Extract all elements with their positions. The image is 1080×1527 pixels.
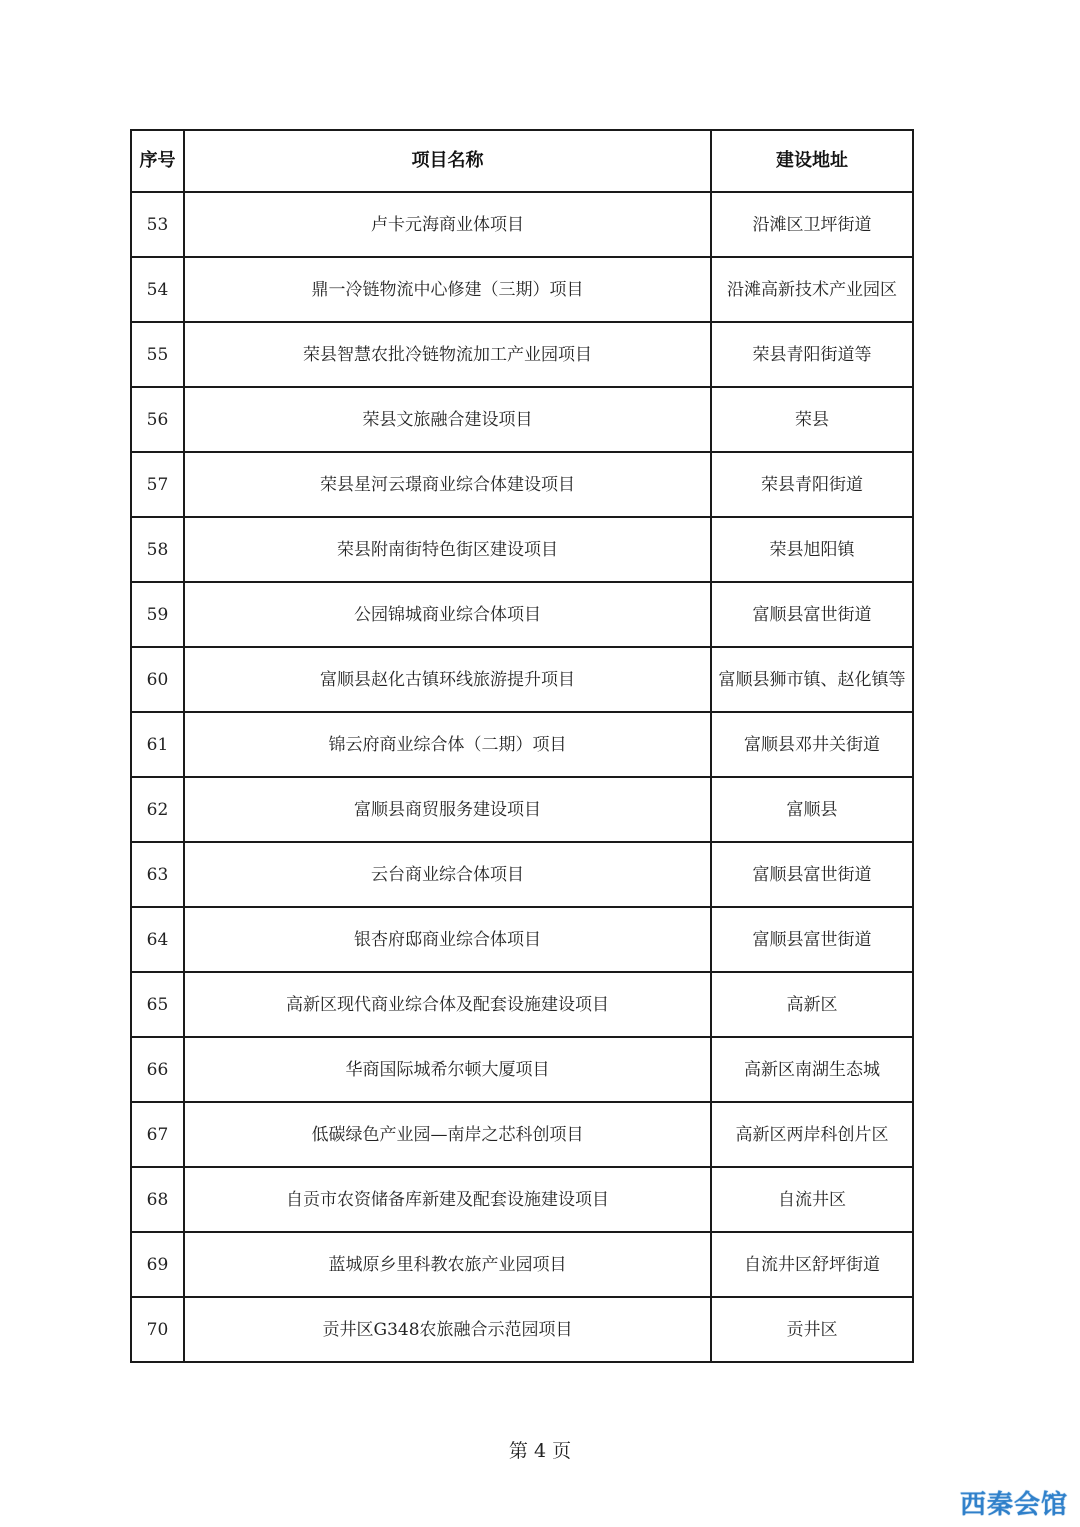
cell-serial-number: 57 [131,452,184,517]
table-row [131,1232,913,1297]
header-serial-number: 序号 [131,130,184,192]
table-row [131,842,913,907]
project-table [130,129,914,1363]
cell-project-name: 锦云府商业综合体（二期）项目 [184,712,711,777]
cell-serial-number: 68 [131,1167,184,1232]
cell-project-name: 云台商业综合体项目 [184,842,711,907]
cell-project-name: 荣县星河云璟商业综合体建设项目 [184,452,711,517]
table-row [131,777,913,842]
cell-project-name: 银杏府邸商业综合体项目 [184,907,711,972]
table-row [131,647,913,712]
cell-construction-address: 富顺县富世街道 [711,582,913,647]
cell-project-name: 卢卡元海商业体项目 [184,192,711,257]
cell-construction-address: 自流井区舒坪街道 [711,1232,913,1297]
cell-project-name: 贡井区G348农旅融合示范园项目 [184,1297,711,1362]
cell-project-name: 荣县文旅融合建设项目 [184,387,711,452]
cell-construction-address: 自流井区 [711,1167,913,1232]
cell-construction-address: 贡井区 [711,1297,913,1362]
cell-serial-number: 60 [131,647,184,712]
cell-project-name: 公园锦城商业综合体项目 [184,582,711,647]
table-row [131,192,913,257]
cell-serial-number: 56 [131,387,184,452]
cell-serial-number: 64 [131,907,184,972]
cell-project-name: 华商国际城希尔顿大厦项目 [184,1037,711,1102]
cell-serial-number: 65 [131,972,184,1037]
cell-serial-number: 54 [131,257,184,322]
cell-construction-address: 富顺县邓井关街道 [711,712,913,777]
cell-serial-number: 62 [131,777,184,842]
cell-project-name: 富顺县赵化古镇环线旅游提升项目 [184,647,711,712]
table-row [131,907,913,972]
table-row [131,257,913,322]
cell-serial-number: 69 [131,1232,184,1297]
watermark-logo: 西秦会馆 [960,1484,1068,1521]
cell-serial-number: 70 [131,1297,184,1362]
table-row [131,712,913,777]
table-row [131,517,913,582]
table-row [131,1167,913,1232]
table-row [131,322,913,387]
cell-project-name: 富顺县商贸服务建设项目 [184,777,711,842]
cell-serial-number: 58 [131,517,184,582]
table-row [131,1102,913,1167]
cell-construction-address: 沿滩区卫坪街道 [711,192,913,257]
cell-project-name: 蓝城原乡里科教农旅产业园项目 [184,1232,711,1297]
header-project-name: 项目名称 [184,130,711,192]
cell-construction-address: 荣县青阳街道等 [711,322,913,387]
cell-construction-address: 富顺县富世街道 [711,842,913,907]
cell-project-name: 低碳绿色产业园—南岸之芯科创项目 [184,1102,711,1167]
cell-project-name: 荣县智慧农批冷链物流加工产业园项目 [184,322,711,387]
cell-project-name: 鼎一冷链物流中心修建（三期）项目 [184,257,711,322]
cell-project-name: 高新区现代商业综合体及配套设施建设项目 [184,972,711,1037]
cell-serial-number: 61 [131,712,184,777]
cell-construction-address: 高新区两岸科创片区 [711,1102,913,1167]
cell-construction-address: 荣县 [711,387,913,452]
cell-serial-number: 53 [131,192,184,257]
table-row [131,582,913,647]
header-construction-address: 建设地址 [711,130,913,192]
table-row [131,1037,913,1102]
cell-construction-address: 富顺县 [711,777,913,842]
table-header-row [131,130,913,192]
table-row [131,452,913,517]
cell-construction-address: 荣县旭阳镇 [711,517,913,582]
cell-construction-address: 沿滩高新技术产业园区 [711,257,913,322]
cell-construction-address: 富顺县富世街道 [711,907,913,972]
cell-project-name: 自贡市农资储备库新建及配套设施建设项目 [184,1167,711,1232]
table-row [131,1297,913,1362]
cell-project-name: 荣县附南街特色街区建设项目 [184,517,711,582]
cell-construction-address: 荣县青阳街道 [711,452,913,517]
cell-serial-number: 59 [131,582,184,647]
cell-serial-number: 63 [131,842,184,907]
cell-serial-number: 66 [131,1037,184,1102]
table-row [131,972,913,1037]
page-number: 第 4 页 [508,1440,572,1462]
cell-serial-number: 55 [131,322,184,387]
cell-serial-number: 67 [131,1102,184,1167]
table-row [131,387,913,452]
cell-construction-address: 富顺县狮市镇、赵化镇等 [711,647,913,712]
cell-construction-address: 高新区南湖生态城 [711,1037,913,1102]
cell-construction-address: 高新区 [711,972,913,1037]
